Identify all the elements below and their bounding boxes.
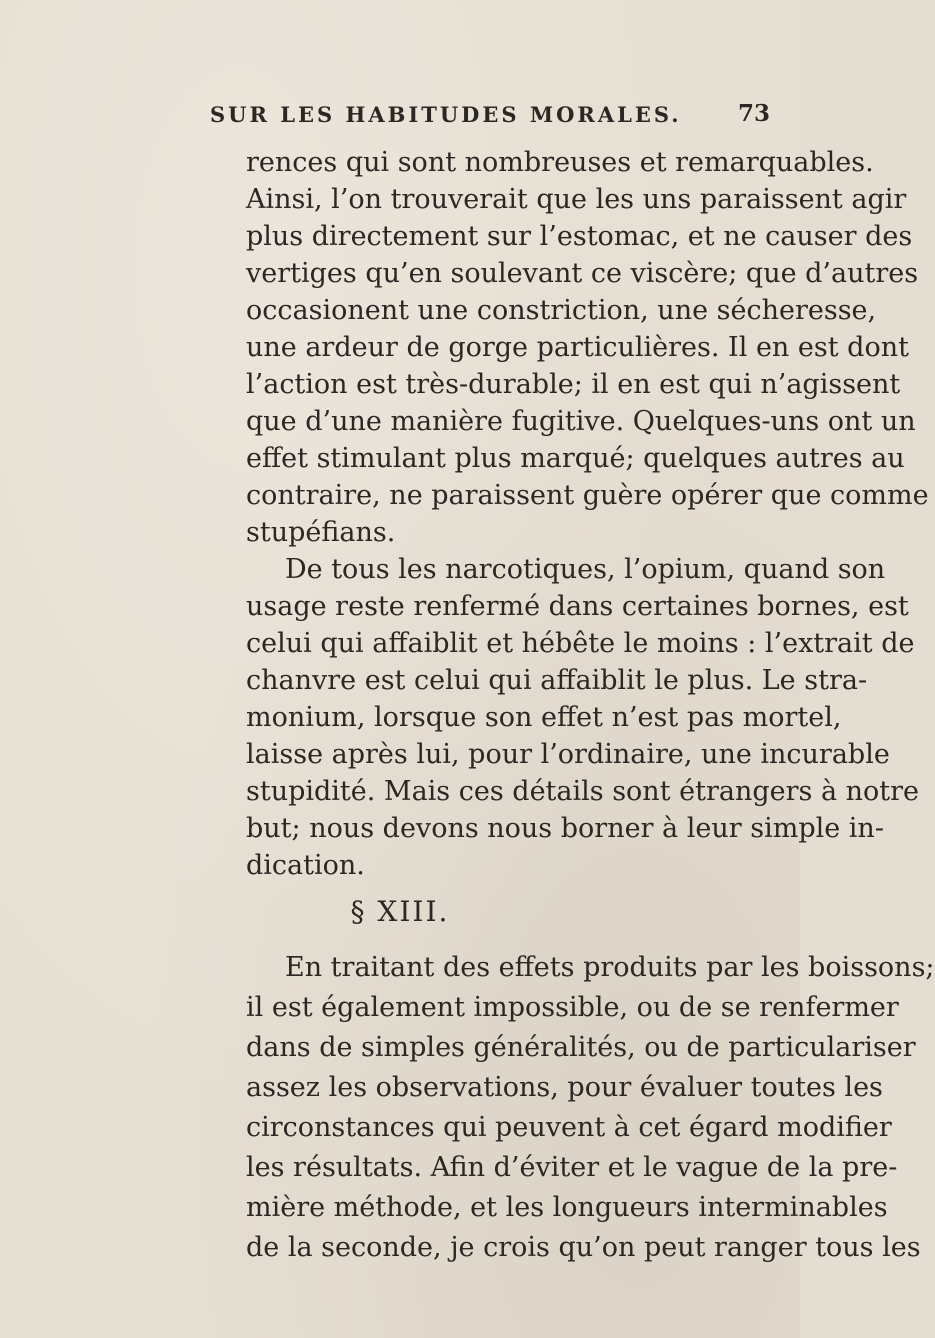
paragraph-first-line: En traitant des effets produits par les boissons; (285, 952, 935, 983)
text-line: contraire, ne paraissent guère opérer que comme (246, 480, 929, 511)
text-line: stupidité. Mais ces détails sont étrangers à notre (246, 776, 920, 807)
text-line: de la seconde, je crois qu’on peut ranger tous les (246, 1232, 921, 1263)
text-line: stupéfians. (246, 517, 396, 548)
text-line: mière méthode, et les longueurs interminables (246, 1192, 888, 1223)
text-line: effet stimulant plus marqué; quelques autres au (246, 443, 905, 474)
text-line: assez les observations, pour évaluer toutes les (246, 1072, 883, 1103)
running-title: SUR LES HABITUDES MORALES. (210, 102, 682, 127)
text-line: monium, lorsque son effet n’est pas mortel, (246, 702, 842, 733)
page-number: 73 (738, 100, 771, 127)
text-line: laisse après lui, pour l’ordinaire, une incurable (246, 739, 890, 770)
text-line: que d’une manière fugitive. Quelques-uns ont un (246, 406, 916, 437)
text-line: occasionent une constriction, une sécheresse, (246, 295, 877, 326)
text-line: dans de simples généralités, ou de particulariser (246, 1032, 916, 1063)
text-line: l’action est très-durable; il en est qui n’agissent (246, 369, 901, 400)
text-line: il est également impossible, ou de se renfermer (246, 992, 899, 1023)
text-line: circonstances qui peuvent à cet égard modifier (246, 1112, 892, 1143)
text-line: une ardeur de gorge particulières. Il en est dont (246, 332, 909, 363)
text-line: plus directement sur l’estomac, et ne causer des (246, 221, 913, 252)
text-line: rences qui sont nombreuses et remarquables. (246, 147, 874, 178)
text-line: vertiges qu’en soulevant ce viscère; que d’autres (246, 258, 919, 289)
section-heading: § XIII. (350, 895, 450, 928)
text-line: les résultats. Afin d’éviter et le vague de la pre- (246, 1152, 898, 1183)
text-line: chanvre est celui qui affaiblit le plus. Le stra- (246, 665, 868, 696)
text-line: usage reste renfermé dans certaines bornes, est (246, 591, 909, 622)
text-line: dication. (246, 850, 365, 881)
text-line: Ainsi, l’on trouverait que les uns paraissent agir (246, 184, 907, 215)
text-line: celui qui affaiblit et hébête le moins : l’extrait de (246, 628, 915, 659)
text-line: but; nous devons nous borner à leur simple in- (246, 813, 884, 844)
paragraph-first-line: De tous les narcotiques, l’opium, quand son (285, 554, 886, 585)
